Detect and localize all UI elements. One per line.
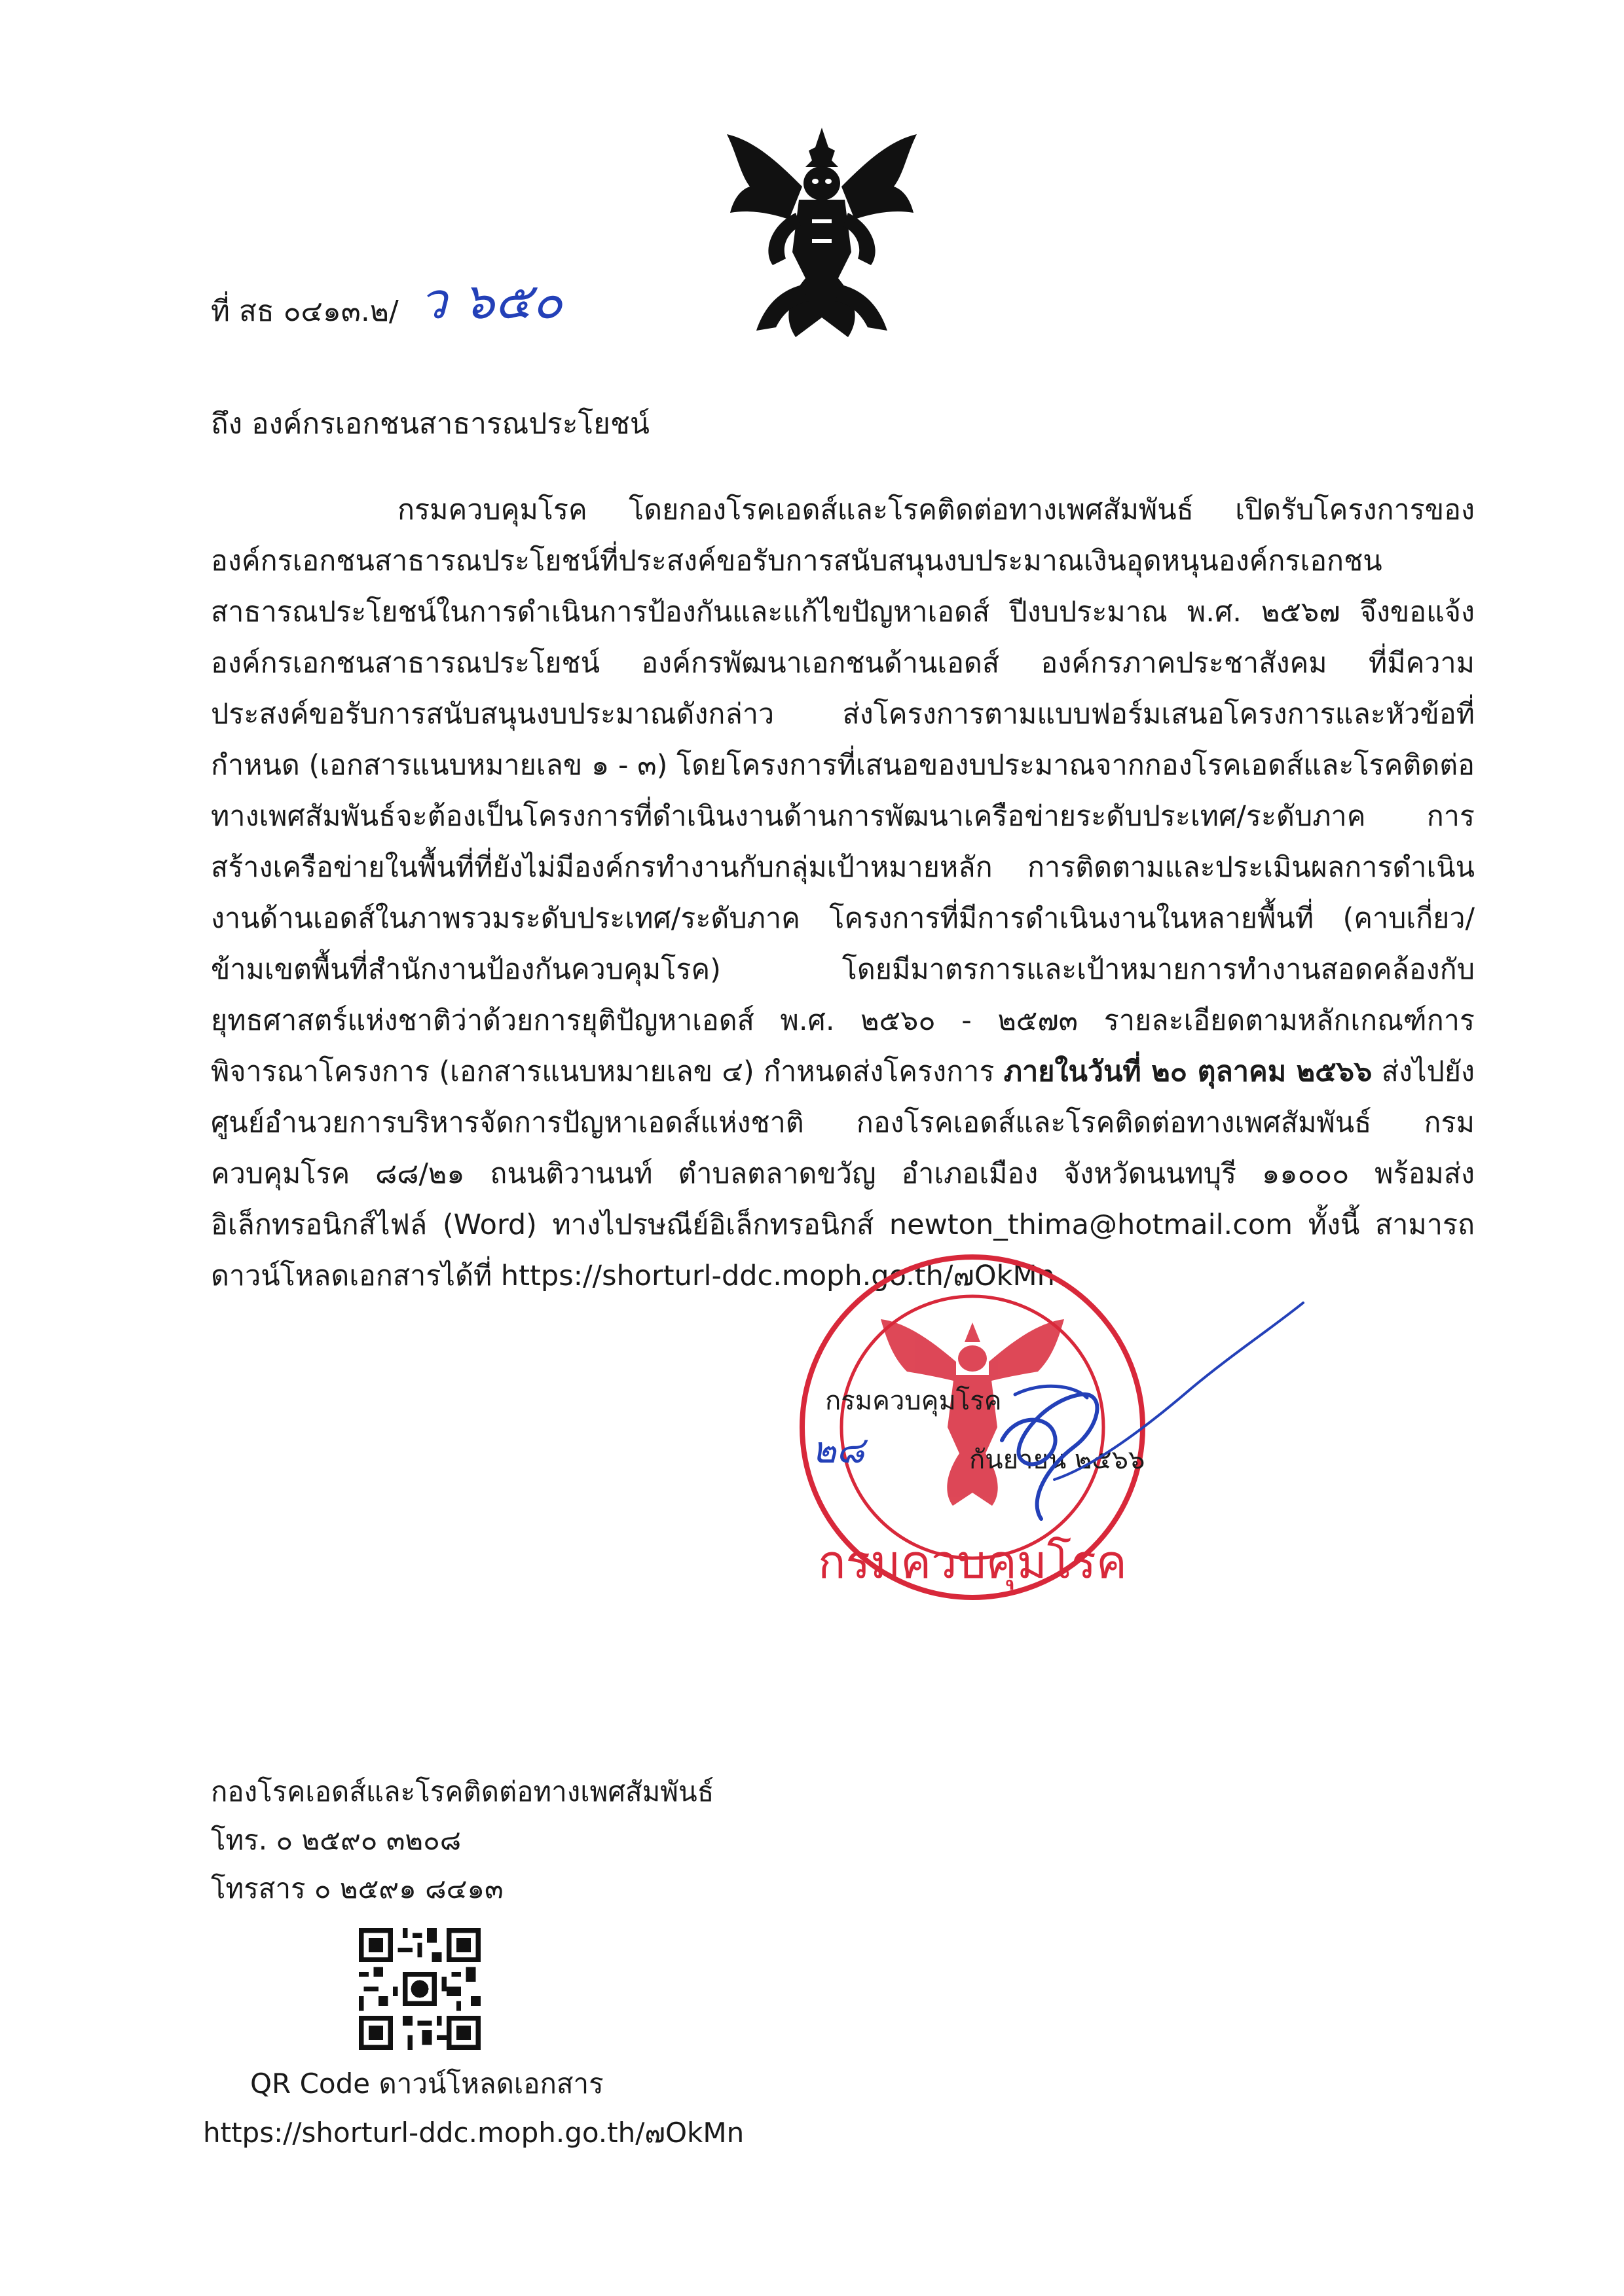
footer-contact [211, 1768, 714, 1913]
handwritten-initial: ๒๘ [812, 1429, 865, 1472]
signature-month-year: กันยายน ๒๕๖๖ [969, 1445, 1145, 1475]
qr-caption: QR Code ดาวน์โหลดเอกสาร [250, 2068, 604, 2100]
addressee: ถึง องค์กรเอกชนสาธารณประโยชน์ [211, 407, 650, 441]
body-text-part2: ส่งไปยังศูนย์อำนวยการบริหารจัดการปัญหาเอดส์แห่งชาติ กองโรคเอดส์และโรคติดต่อทางเพศสัมพันธ์ กรมควบคุมโรค ๘๘/๒๑ ถนนติวานนท์ ตำบลตลาดขวัญ อำเภอเมือง จังหวัดนนทบุรี ๑๑๐๐๐ พร้อมส่งอิเล็กทรอนิกส์ไฟล์ (Word) ทางไปรษณีย์อิเล็กทรอนิกส์ newton_thima@hotmail.com ทั้งนี้ สามารถดาวน์โหลดเอกสารได้ที่ https://shorturl-ddc.moph.go.th/๗OkMn [211, 1055, 1475, 1292]
document-number [211, 272, 563, 334]
garuda-emblem-icon [710, 121, 933, 344]
qr-code-icon[interactable] [359, 1928, 481, 2050]
body-text-part1: กรมควบคุมโรค โดยกองโรคเอดส์และโรคติดต่อทางเพศสัมพันธ์ เปิดรับโครงการขององค์กรเอกชนสาธารณประโยชน์ที่ประสงค์ขอรับการสนับสนุนงบประมาณเงินอุดหนุนองค์กรเอกชนสาธารณประโยชน์ในการดำเนินการป้องกันและแก้ไขปัญหาเอดส์ ปีงบประมาณ พ.ศ. ๒๕๖๗ จึงขอแจ้งองค์กรเอกชนสาธารณประโยชน์ องค์กรพัฒนาเอกชนด้านเอดส์ องค์กรภาคประชาสังคม ที่มีความประสงค์ขอรับการสนับสนุนงบประมาณดังกล่าว ส่งโครงการตามแบบฟอร์มเสนอโครงการและหัวข้อที่กำหนด (เอกสารแนบหมายเลข ๑ - ๓) โดยโครงการที่เสนอของบประมาณจากกองโรคเอดส์และโรคติดต่อทางเพศสัมพันธ์จะต้องเป็นโครงการที่ดำเนินงานด้านการพัฒนาเครือข่ายระดับประเทศ/ระดับภาค การสร้างเครือข่ายในพื้นที่ที่ยังไม่มีองค์กรทำงานกับกลุ่มเป้าหมายหลัก การติดตามและประเมินผลการดำเนินงานด้านเอดส์ในภาพรวมระดับประเทศ/ระดับภาค โครงการที่มีการดำเนินงานในหลายพื้นที่ (คาบเกี่ยว/ข้ามเขตพื้นที่สำนักงานป้องกันควบคุมโรค) โดยมีมาตรการและเป้าหมายการทำงานสอดคล้องกับยุทธศาสตร์แห่งชาติว่าด้วยการยุติปัญหาเอดส์ พ.ศ. ๒๕๖๐ - ๒๕๗๓ รายละเอียดตามหลักเกณฑ์การพิจารณาโครงการ (เอกสารแนบหมายเลข ๔) กำหนดส่งโครงการ [211, 494, 1475, 1088]
signature-agency: กรมควบคุมโรค [825, 1386, 1002, 1416]
seal-text: กรมควบคุมโรค [818, 1535, 1127, 1589]
qr-download-link[interactable]: https://shorturl-ddc.moph.go.th/๗OkMn [203, 2117, 745, 2149]
footer-fax: โทรสาร ๐ ๒๕๙๑ ๘๔๑๓ [211, 1872, 504, 1904]
document-number-text: ที่ สธ ๐๔๑๓.๒/ [211, 295, 399, 328]
footer-division: กองโรคเอดส์และโรคติดต่อทางเพศสัมพันธ์ [211, 1776, 714, 1808]
deadline-text: ภายในวันที่ ๒๐ ตุลาคม ๒๕๖๖ [1003, 1055, 1373, 1088]
signature-scribble [976, 1283, 1316, 1558]
body-paragraph [211, 484, 1475, 1302]
handwritten-number: ว ๖๕๐ [419, 272, 563, 330]
footer-phone: โทร. ๐ ๒๕๙๐ ๓๒๐๘ [211, 1824, 462, 1856]
